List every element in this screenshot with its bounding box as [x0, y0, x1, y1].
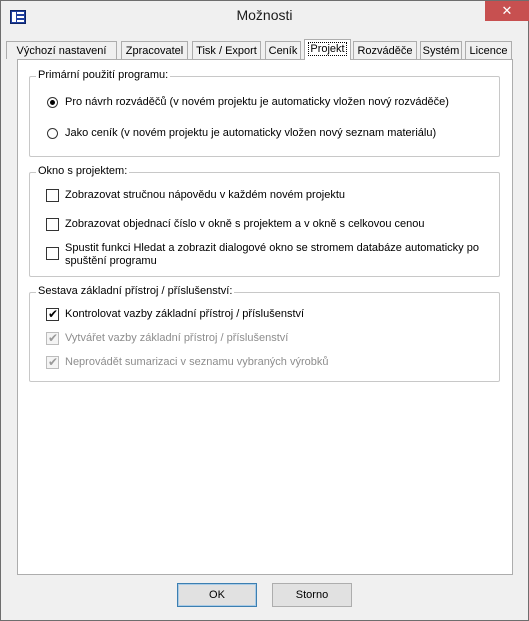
checkbox-check-links[interactable]: [46, 308, 59, 321]
tab-licence[interactable]: Licence: [465, 41, 512, 59]
title-bar[interactable]: [1, 1, 528, 31]
group-project-window: [29, 165, 500, 277]
checkbox-show-order-number-label[interactable]: Zobrazovat objednací číslo v okně s projektem a v okně s celkovou cenou: [65, 218, 425, 230]
checkbox-show-order-number[interactable]: [46, 218, 59, 231]
checkbox-show-hint[interactable]: [46, 189, 59, 202]
checkbox-no-summarize: [46, 356, 59, 369]
check-icon: ✔: [48, 331, 59, 345]
radio-price-list-label[interactable]: Jako ceník (v novém projektu je automaticky vložen nový seznam materiálu): [65, 127, 437, 139]
tab-cenik[interactable]: Ceník: [265, 41, 301, 59]
check-icon: ✔: [48, 307, 59, 321]
tab-projekt[interactable]: Projekt: [304, 39, 351, 60]
ok-button[interactable]: OK: [177, 583, 257, 607]
tab-vychozi-nastaveni[interactable]: Výchozí nastavení: [6, 41, 117, 59]
checkbox-no-summarize-label: Neprovádět sumarizaci v seznamu vybraných výrobků: [65, 356, 329, 368]
close-icon: ✕: [501, 3, 513, 18]
group-primary-use: [29, 69, 500, 157]
checkbox-show-hint-label[interactable]: Zobrazovat stručnou nápovědu v každém novém projektu: [65, 189, 346, 201]
check-icon: ✔: [48, 355, 59, 369]
group-primary-use-legend: Primární použití programu:: [38, 69, 169, 81]
close-button[interactable]: [485, 1, 529, 21]
cancel-button[interactable]: Storno: [272, 583, 352, 607]
tab-zpracovatel[interactable]: Zpracovatel: [121, 41, 188, 59]
group-project-window-legend: Okno s projektem:: [38, 165, 128, 177]
checkbox-auto-search-label[interactable]: Spustit funkci Hledat a zobrazit dialogové okno se stromem databáze automaticky po spuštění programu: [65, 242, 479, 267]
tab-rozvadece[interactable]: Rozváděče: [353, 41, 417, 59]
group-device-assembly: [29, 285, 500, 382]
group-device-assembly-legend: Sestava základní přístroj / příslušenství:: [38, 285, 233, 297]
window-title: Možnosti: [236, 7, 293, 23]
tab-system[interactable]: Systém: [420, 41, 462, 59]
radio-price-list[interactable]: [47, 128, 58, 139]
checkbox-check-links-label[interactable]: Kontrolovat vazby základní přístroj / příslušenství: [65, 308, 305, 320]
radio-switchboard-design-label[interactable]: Pro návrh rozváděčů (v novém projektu je automaticky vložen nový rozváděče): [65, 96, 449, 108]
tab-panel-projekt: [17, 59, 513, 575]
radio-switchboard-design[interactable]: [47, 97, 58, 108]
checkbox-create-links-label: Vytvářet vazby základní přístroj / příslušenství: [65, 332, 289, 344]
checkbox-create-links: [46, 332, 59, 345]
checkbox-auto-search[interactable]: [46, 247, 59, 260]
tab-tisk-export[interactable]: Tisk / Export: [192, 41, 261, 59]
